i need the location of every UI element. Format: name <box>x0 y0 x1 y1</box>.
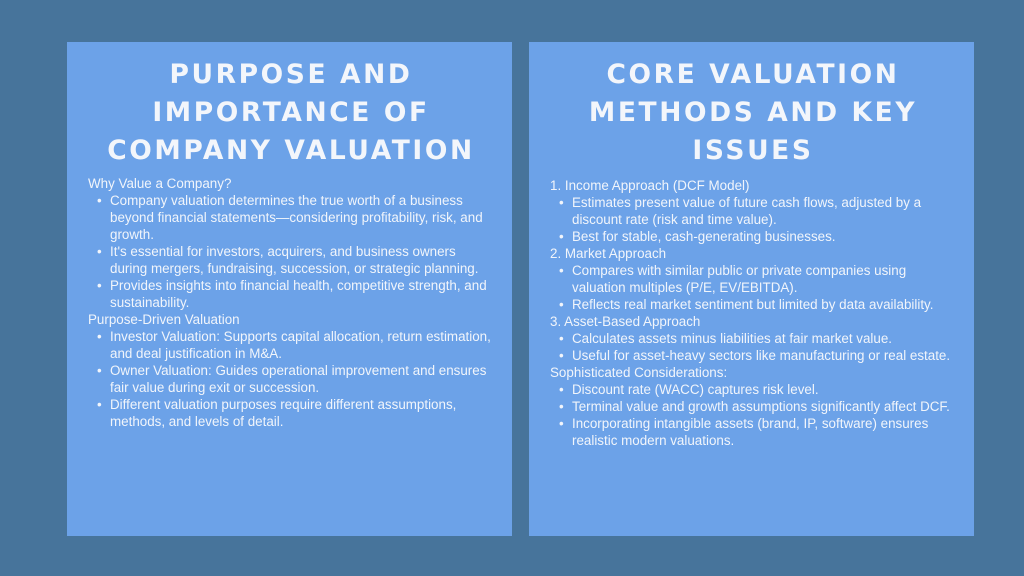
right-panel <box>529 42 974 536</box>
bullet-list <box>550 381 956 449</box>
bullet-list <box>88 192 494 311</box>
section-heading: Why Value a Company? <box>88 176 232 191</box>
bullet-item: • Different valuation purposes require different assumptions, methods, and levels of detail. <box>110 396 494 430</box>
left-panel <box>67 42 512 536</box>
section-heading: Purpose-Driven Valuation <box>88 312 240 327</box>
bullet-item: • Investor Valuation: Supports capital allocation, return estimation, and deal justification in M&A. <box>110 328 494 362</box>
bullet-item: • Best for stable, cash-generating businesses. <box>572 228 956 245</box>
bullet-item: • Terminal value and growth assumptions significantly affect DCF. <box>572 398 956 415</box>
bullet-item: • Calculates assets minus liabilities at fair market value. <box>572 330 956 347</box>
bullet-list <box>550 194 956 245</box>
bullet-item: • Owner Valuation: Guides operational improvement and ensures fair value during exit or succession. <box>110 362 494 396</box>
section-heading: 3. Asset-Based Approach <box>550 314 701 329</box>
bullet-item: • Estimates present value of future cash flows, adjusted by a discount rate (risk and time value). <box>572 194 956 228</box>
left-panel-content <box>88 175 494 430</box>
bullet-list <box>550 330 956 364</box>
bullet-item: • Compares with similar public or private companies using valuation multiples (P/E, EV/EBITDA). <box>572 262 956 296</box>
bullet-item: • Discount rate (WACC) captures risk level. <box>572 381 956 398</box>
bullet-list <box>550 262 956 313</box>
bullet-item: • Company valuation determines the true worth of a business beyond financial statements—considering profitability, risk, and growth. <box>110 192 494 243</box>
right-panel-title: CORE VALUATION METHODS AND KEY ISSUES <box>588 59 918 166</box>
section-heading: Sophisticated Considerations: <box>550 365 728 380</box>
bullet-item: • Useful for asset-heavy sectors like manufacturing or real estate. <box>572 347 956 364</box>
right-panel-content <box>550 177 956 449</box>
bullet-item: • Reflects real market sentiment but limited by data availability. <box>572 296 956 313</box>
bullet-list <box>88 328 494 430</box>
bullet-item: • Provides insights into financial health, competitive strength, and sustainability. <box>110 277 494 311</box>
left-panel-title: PURPOSE AND IMPORTANCE OF COMPANY VALUATION <box>107 59 475 166</box>
bullet-item: • Incorporating intangible assets (brand, IP, software) ensures realistic modern valuations. <box>572 415 956 449</box>
bullet-item: • It's essential for investors, acquirers, and business owners during mergers, fundraising, succession, or strategic planning. <box>110 243 494 277</box>
section-heading: 1. Income Approach (DCF Model) <box>550 178 750 193</box>
section-heading: 2. Market Approach <box>550 246 667 261</box>
